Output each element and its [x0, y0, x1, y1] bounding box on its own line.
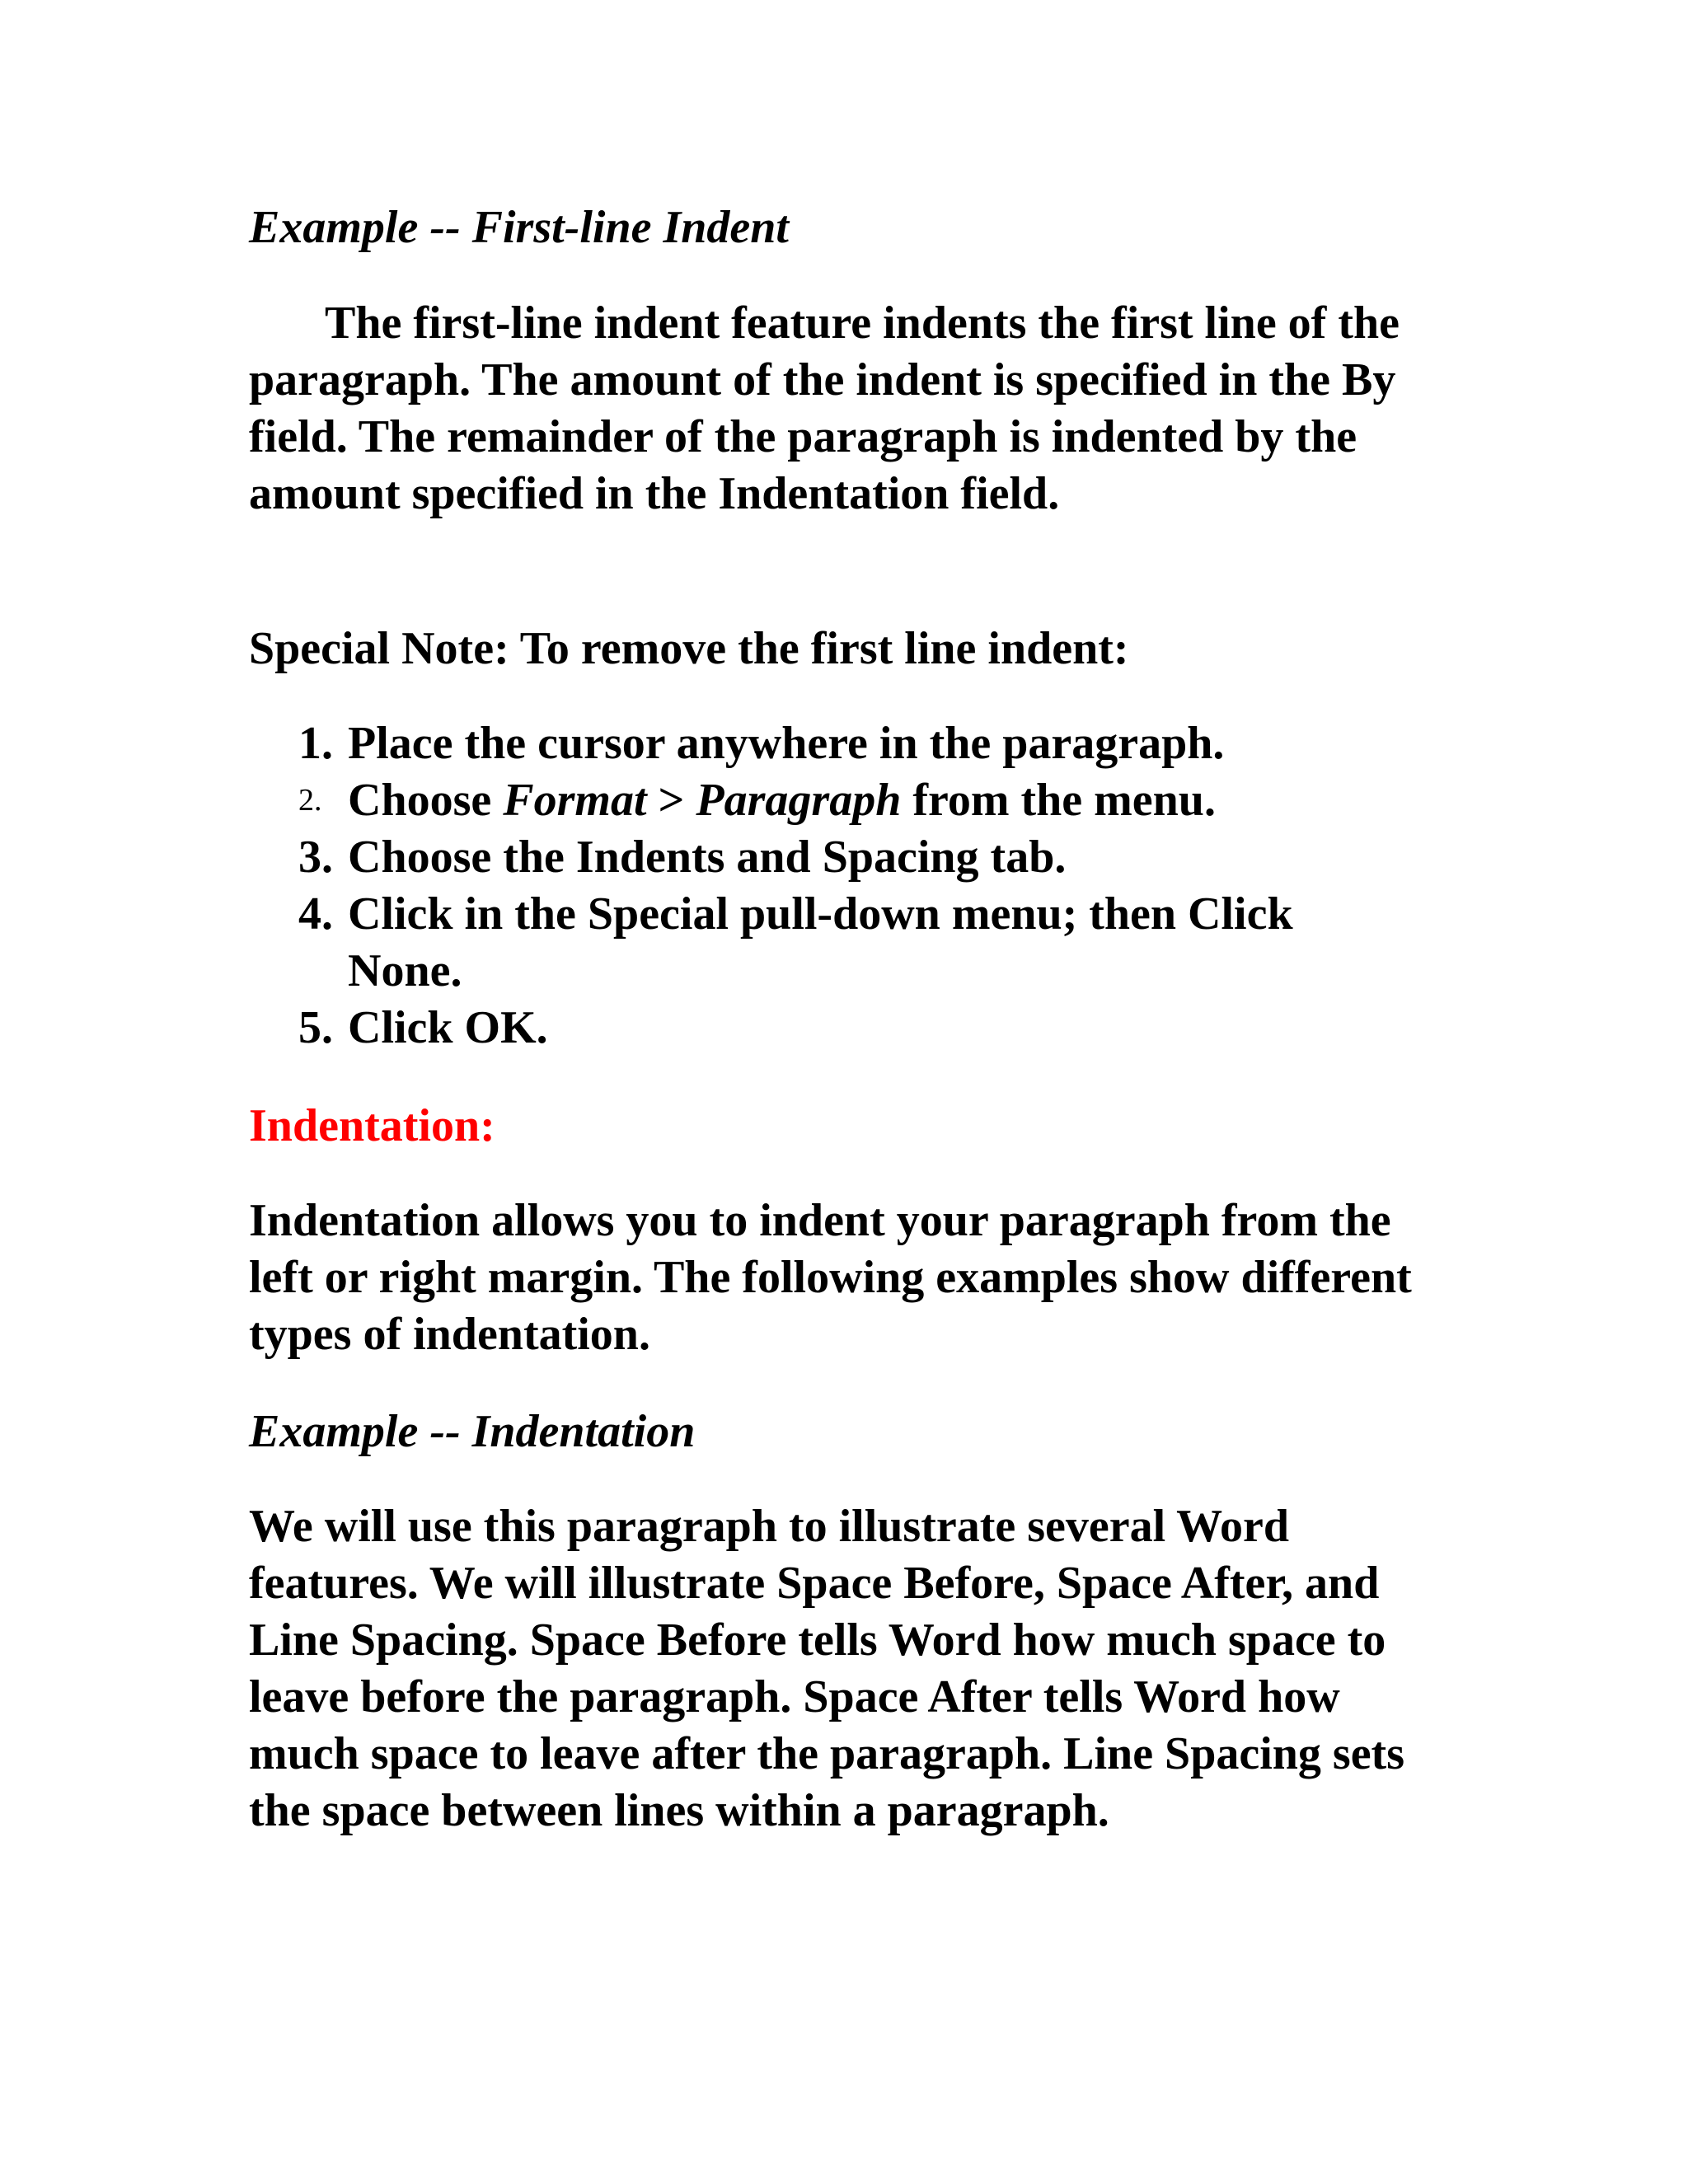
step-number: 2.: [298, 783, 322, 818]
first-line-indent-paragraph: The first-line indent feature indents the first line of the paragraph. The amount of the indent is specified in the By field. The remainder of the paragraph is indented by the amount specified in the Indentation field.: [249, 298, 1400, 519]
step-text-part: from the menu.: [901, 775, 1216, 826]
step-text: Choose the Indents and Spacing tab.: [348, 832, 1067, 883]
example-first-line-indent-heading: Example -- First-line Indent: [249, 202, 789, 253]
list-item: [249, 715, 1436, 772]
special-note: Special Note: To remove the first line indent:: [249, 623, 1129, 674]
steps-list: [249, 715, 1436, 1057]
indentation-paragraph: Indentation allows you to indent your paragraph from the left or right margin. The following examples show different types of indentation.: [249, 1195, 1412, 1360]
step-text: [348, 775, 1216, 826]
step-number: 5.: [298, 1002, 333, 1053]
list-item: [249, 886, 1436, 1000]
step-text: Place the cursor anywhere in the paragraph.: [348, 718, 1225, 769]
step-text-part: >: [646, 775, 696, 826]
list-item: [249, 772, 1436, 829]
list-item: [249, 829, 1436, 886]
step-number: 4.: [298, 888, 333, 940]
step-text: Click OK.: [348, 1002, 548, 1053]
step-number: 1.: [298, 718, 333, 769]
list-item: [249, 1000, 1436, 1057]
step-text: Click in the Special pull-down menu; then Click None.: [348, 888, 1293, 996]
step-text-part: Choose: [348, 775, 504, 826]
paragraph-menu-name: Paragraph: [696, 775, 902, 826]
example-indentation-paragraph: We will use this paragraph to illustrate several Word features. We will illustrate Space Before, Space After, and Line Spacing. Space Before tells Word how much space to leave before the paragraph. Space After tells Word how much space to leave after the paragraph. Line Spacing sets the space between lines within a paragraph.: [249, 1501, 1404, 1836]
indentation-heading: Indentation:: [249, 1100, 495, 1151]
format-menu-name: Format: [503, 775, 647, 826]
step-number: 3.: [298, 832, 333, 883]
example-indentation-heading: Example -- Indentation: [249, 1406, 696, 1457]
